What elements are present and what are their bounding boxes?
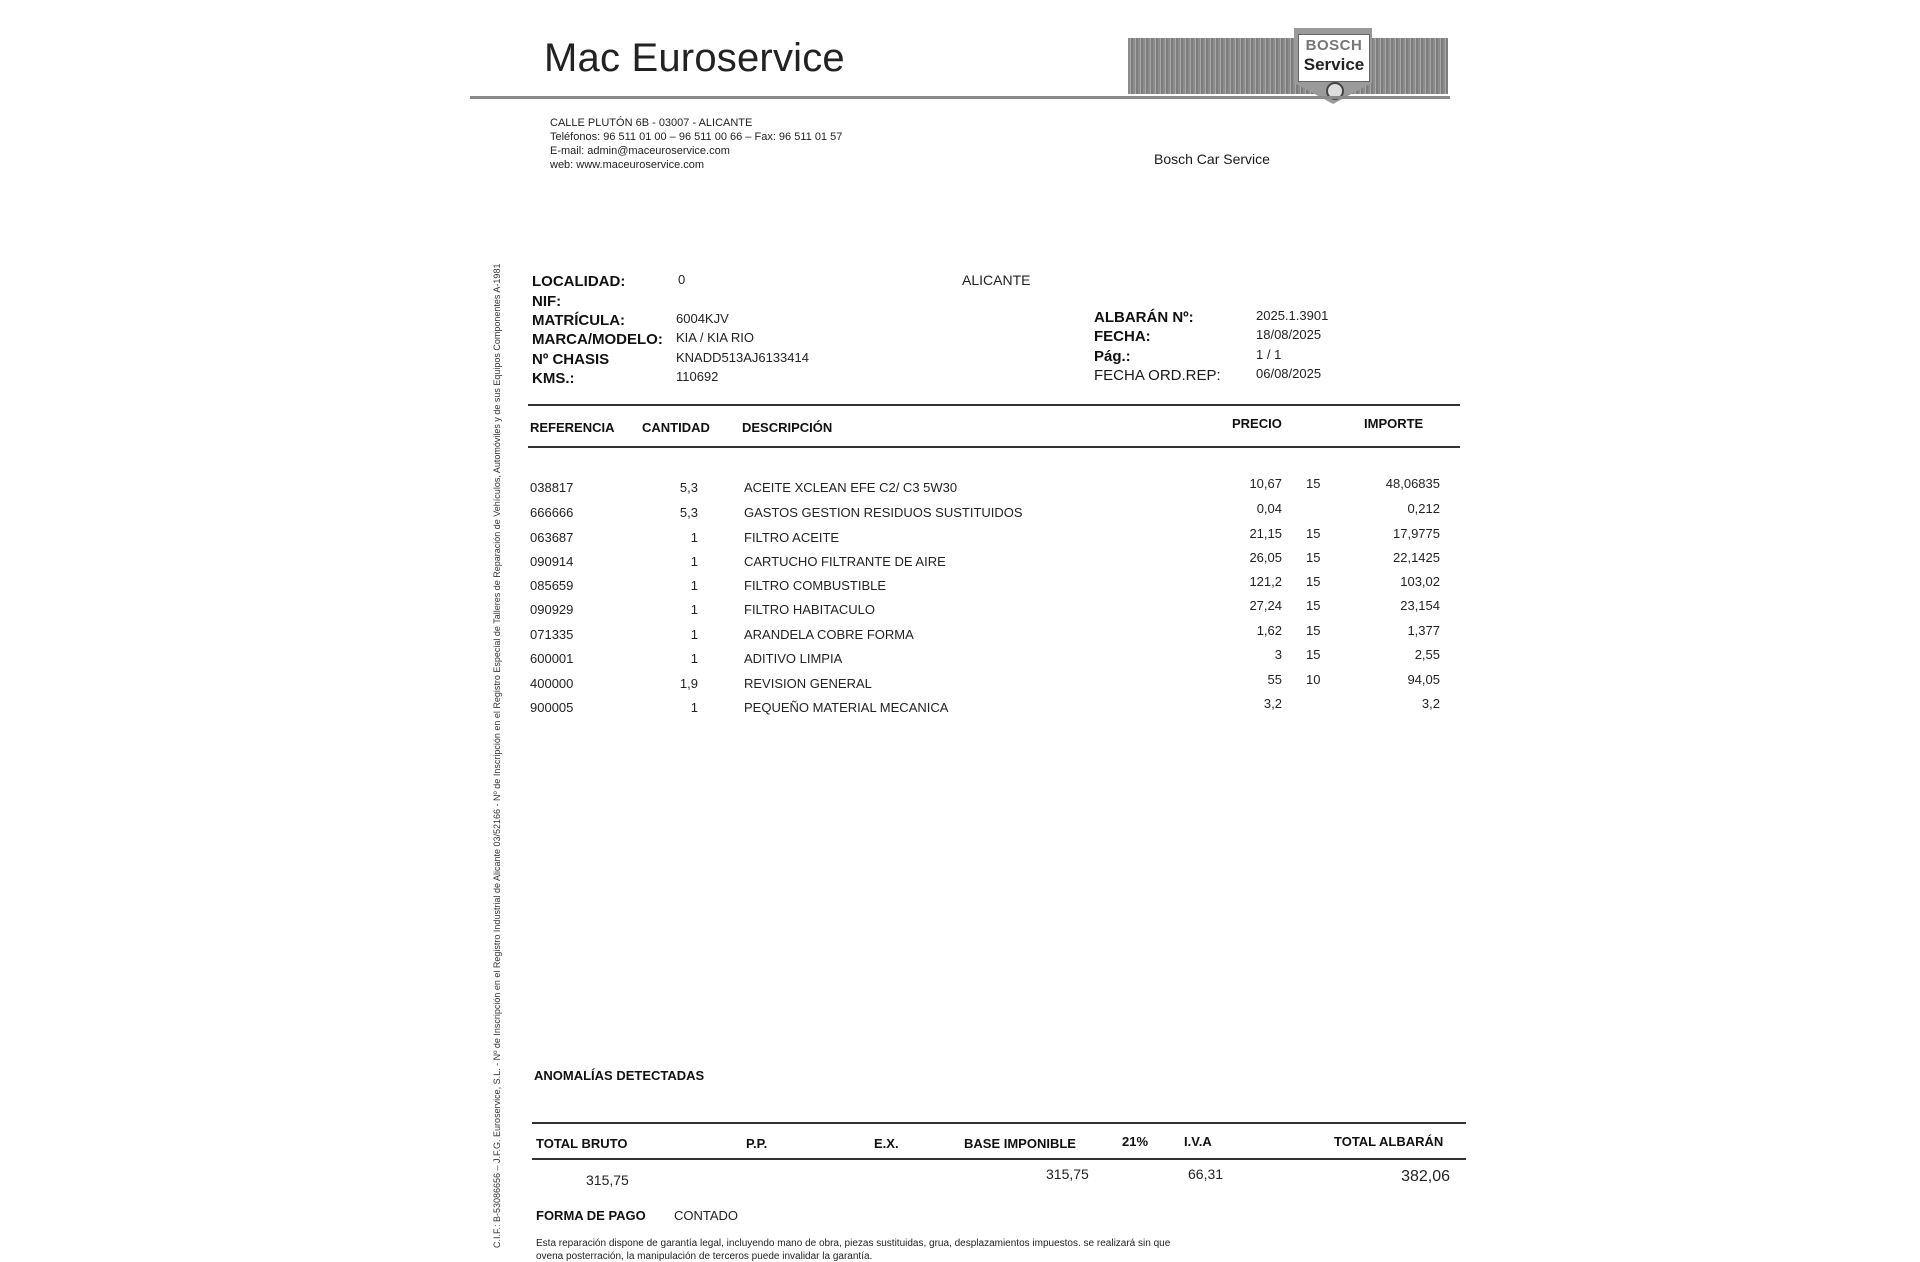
cell-cant: 1: [690, 602, 698, 617]
localidad-value: 0: [678, 272, 686, 287]
warranty-text-line1: Esta reparación dispone de garantía legal, incluyendo mano de obra, piezas sustituidas, grua, desplazamientos impuestos. se realizará sin que: [536, 1238, 1171, 1249]
cell-dto: 15: [1306, 476, 1321, 491]
nif-label: NIF:: [532, 293, 562, 310]
cell-precio: 1,62: [1256, 623, 1282, 638]
ex-label: E.X.: [874, 1136, 899, 1151]
matricula-value: 6004KJV: [676, 311, 729, 326]
brand-text: Bosch Car Service: [1154, 151, 1270, 167]
cell-precio: 21,15: [1249, 526, 1282, 541]
cell-desc: GASTOS GESTION RESIDUOS SUSTITUIDOS: [744, 505, 1023, 520]
col-descripcion: DESCRIPCIÓN: [742, 420, 833, 435]
cell-ref: 090914: [530, 554, 574, 569]
cell-importe: 103,02: [1400, 574, 1440, 589]
total-albaran-value: 382,06: [1401, 1168, 1450, 1185]
col-referencia: REFERENCIA: [530, 420, 615, 435]
cell-cant: 5,3: [679, 480, 698, 495]
cell-cant: 1: [690, 651, 698, 666]
cell-desc: CARTUCHO FILTRANTE DE AIRE: [744, 554, 946, 569]
company-address: CALLE PLUTÓN 6B - 03007 - ALICANTE: [550, 117, 753, 129]
col-importe: IMPORTE: [1364, 416, 1424, 431]
cell-dto: 15: [1306, 647, 1321, 662]
cell-ref: 400000: [530, 676, 574, 691]
albaran-numero-value: 2025.1.3901: [1256, 308, 1329, 323]
cell-importe: 3,2: [1421, 696, 1440, 711]
company-web: web: www.maceuroservice.com: [550, 159, 705, 171]
matricula-label: MATRÍCULA:: [532, 312, 626, 329]
forma-pago-label: FORMA DE PAGO: [536, 1208, 646, 1223]
cell-desc: ARANDELA COBRE FORMA: [744, 627, 914, 642]
company-email: E-mail: admin@maceuroservice.com: [550, 145, 730, 157]
cell-dto: 15: [1306, 598, 1321, 613]
cell-precio: 0,04: [1256, 501, 1282, 516]
cell-ref: 071335: [530, 627, 574, 642]
cell-cant: 1: [690, 530, 698, 545]
cell-precio: 26,05: [1249, 550, 1282, 565]
albaran-pag-value: 1 / 1: [1256, 347, 1282, 362]
warranty-text-line2: ovena posterración, la manipulación de terceros puede invalidar la garantía.: [536, 1251, 873, 1262]
albaran-fecha-value: 18/08/2025: [1256, 327, 1322, 342]
albaran-numero-label: ALBARÁN Nº:: [1094, 309, 1194, 326]
cell-desc: FILTRO HABITACULO: [744, 602, 875, 617]
base-value: 315,75: [1046, 1166, 1089, 1182]
kms-value: 110692: [676, 369, 719, 384]
marca-value: KIA / KIA RIO: [676, 330, 755, 345]
cell-importe: 48,06835: [1385, 476, 1440, 491]
cell-cant: 5,3: [679, 505, 698, 520]
cell-ref: 038817: [530, 480, 574, 495]
albaran-pag-label: Pág.:: [1094, 348, 1131, 365]
totals-top-rule: [532, 1122, 1466, 1124]
iva-pct-label: 21%: [1122, 1134, 1149, 1149]
cell-ref: 090929: [530, 602, 574, 617]
cell-cant: 1: [690, 627, 698, 642]
cell-cant: 1: [690, 554, 698, 569]
cell-cant: 1: [690, 700, 698, 715]
cell-ref: 666666: [530, 505, 574, 520]
iva-label: I.V.A: [1184, 1134, 1212, 1149]
cell-importe: 94,05: [1407, 672, 1440, 687]
legal-side-text: C.I.F.: B-53086656 – J.F.G. Euroservice, S.L. - Nº de Inscripción en el Registro Industrial de Alicante 03/52166 - Nº de Inscripción en el Registro Especial de Talleres de Reparación de Vehículos, Automóviles y de sus Equipos Componentes A-1981: [492, 263, 502, 1248]
cell-precio: 121,2: [1249, 574, 1282, 589]
logo-line1: BOSCH: [1305, 37, 1363, 54]
cell-dto: 10: [1306, 672, 1321, 687]
cell-precio: 10,67: [1249, 476, 1282, 491]
cell-ref: 063687: [530, 530, 574, 545]
cell-desc: REVISION GENERAL: [744, 676, 872, 691]
totals-header-rule: [532, 1158, 1466, 1160]
anomalias-heading: ANOMALÍAS DETECTADAS: [534, 1068, 705, 1083]
cell-precio: 27,24: [1249, 598, 1282, 613]
localidad-label: LOCALIDAD:: [532, 273, 626, 290]
pp-label: P.P.: [746, 1136, 768, 1151]
cell-precio: 55: [1267, 672, 1282, 687]
cell-importe: 0,212: [1407, 501, 1440, 516]
base-label: BASE IMPONIBLE: [964, 1136, 1076, 1151]
city-value: ALICANTE: [962, 272, 1031, 288]
cell-desc: FILTRO COMBUSTIBLE: [744, 578, 887, 593]
cell-importe: 1,377: [1407, 623, 1440, 638]
cell-precio: 3,2: [1263, 696, 1282, 711]
chasis-value: KNADD513AJ6133414: [676, 350, 809, 365]
cell-dto: 15: [1306, 550, 1321, 565]
total-bruto-value: 315,75: [586, 1172, 629, 1188]
cell-importe: 17,9775: [1393, 526, 1440, 541]
table-top-rule: [528, 404, 1460, 406]
marca-label: MARCA/MODELO:: [532, 331, 663, 348]
logo-line2: Service: [1303, 55, 1365, 74]
cell-desc: PEQUEÑO MATERIAL MECANICA: [744, 700, 949, 715]
total-albaran-label: TOTAL ALBARÁN: [1334, 1134, 1444, 1149]
fecha-ord-value: 06/08/2025: [1256, 366, 1322, 381]
cell-importe: 22,1425: [1393, 550, 1440, 565]
table-header-rule: [528, 446, 1460, 448]
cell-ref: 600001: [530, 651, 574, 666]
cell-desc: ADITIVO LIMPIA: [744, 651, 843, 666]
cell-desc: FILTRO ACEITE: [744, 530, 840, 545]
chasis-label: Nº CHASIS: [532, 351, 610, 368]
total-bruto-label: TOTAL BRUTO: [536, 1136, 628, 1151]
albaran-fecha-label: FECHA:: [1094, 328, 1151, 345]
cell-dto: 15: [1306, 526, 1321, 541]
cell-dto: 15: [1306, 623, 1321, 638]
company-name: Mac Euroservice: [544, 36, 845, 80]
header-divider: [470, 96, 1450, 99]
company-phone: Teléfonos: 96 511 01 00 – 96 511 00 66 – Fax: 96 511 01 57: [550, 131, 843, 143]
col-precio: PRECIO: [1232, 416, 1282, 431]
cell-cant: 1: [690, 578, 698, 593]
fecha-ord-label: FECHA ORD.REP:: [1094, 367, 1221, 384]
cell-ref: 085659: [530, 578, 574, 593]
cell-ref: 900005: [530, 700, 574, 715]
cell-precio: 3: [1274, 647, 1282, 662]
iva-value: 66,31: [1188, 1166, 1224, 1182]
cell-desc: ACEITE XCLEAN EFE C2/ C3 5W30: [744, 480, 958, 495]
cell-dto: 15: [1306, 574, 1321, 589]
logo-band: [1128, 38, 1448, 94]
cell-importe: 23,154: [1400, 598, 1440, 613]
cell-cant: 1,9: [679, 676, 698, 691]
cell-importe: 2,55: [1414, 647, 1440, 662]
forma-pago-value: CONTADO: [674, 1208, 739, 1223]
bosch-service-logo: [1298, 34, 1370, 82]
col-cantidad: CANTIDAD: [642, 420, 710, 435]
kms-label: KMS.:: [532, 370, 575, 387]
